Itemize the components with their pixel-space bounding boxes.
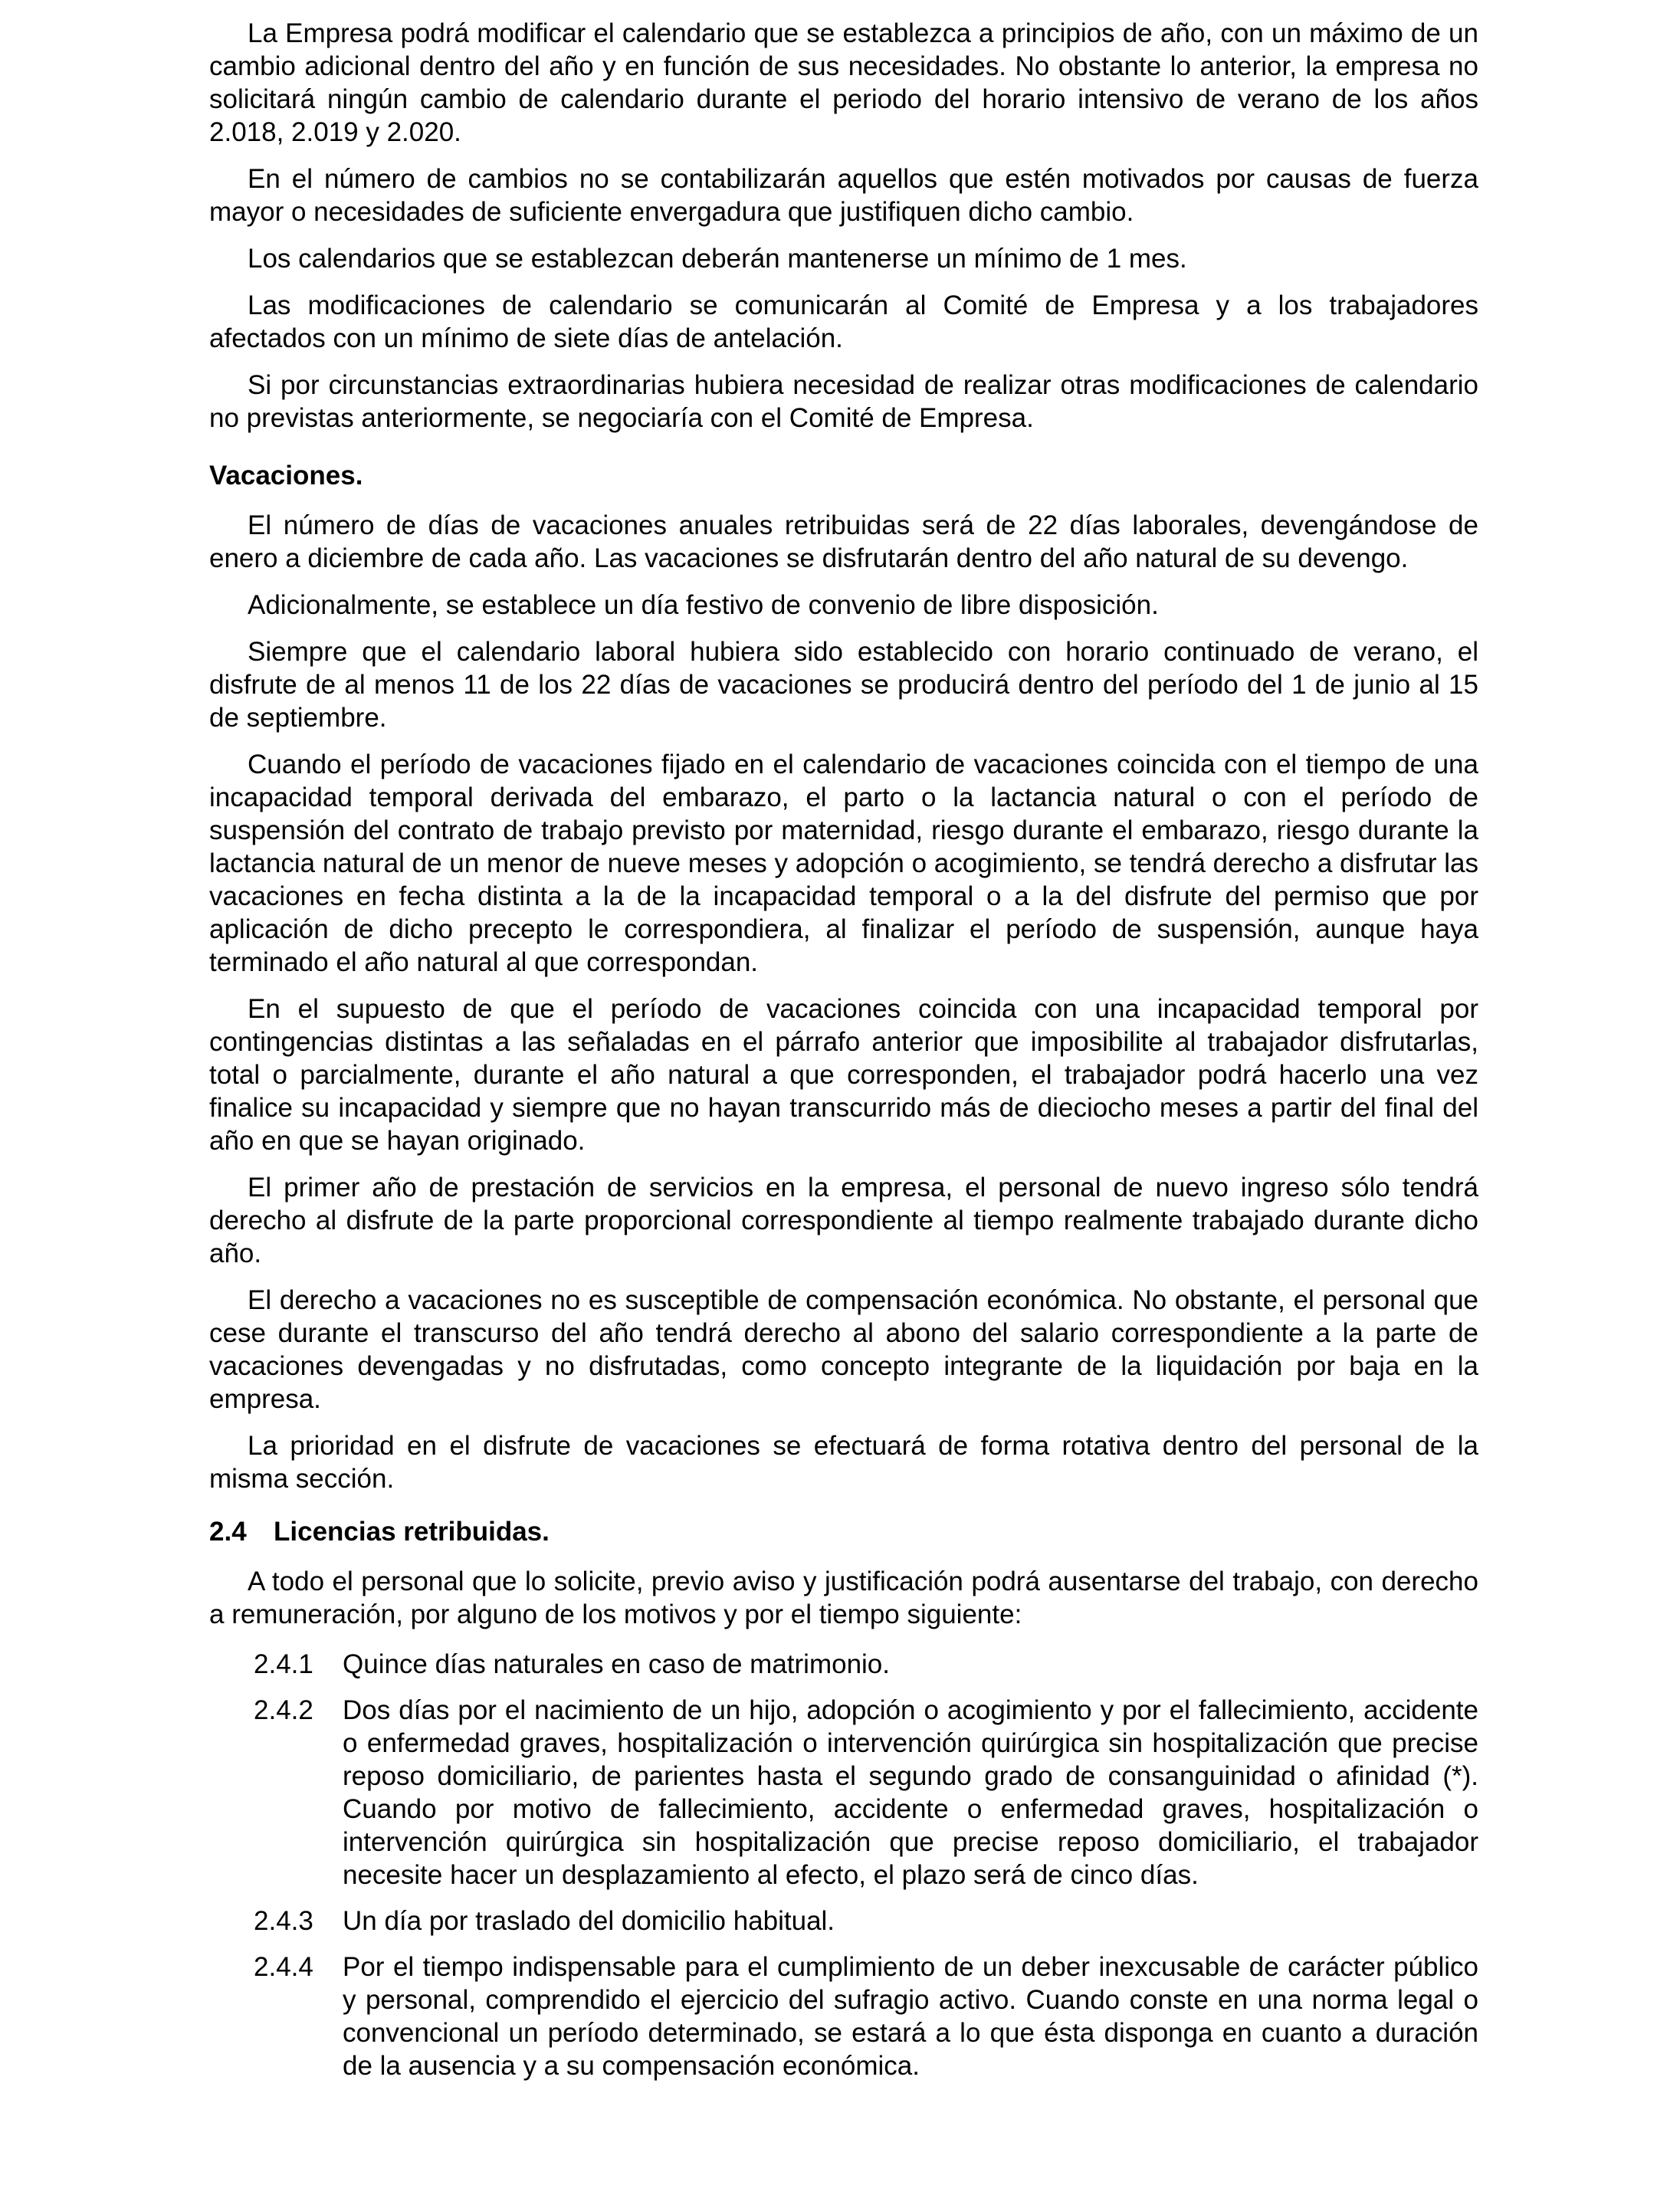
paragraph-calendar-minimum: Los calendarios que se establezcan deberán mantenerse un mínimo de 1 mes. — [248, 244, 1187, 274]
item-text: Dos días por el nacimiento de un hijo, adopción o acogimiento y por el fallecimiento, accidente o enfermedad graves, hospitalización o intervención quirúrgica sin hospitalización que precise reposo domiciliario, de parientes hasta el segundo grado de consanguinidad o afinidad (*). Cuando por motivo de fallecimiento, accidente o enfermedad graves, hospitalización o intervención quirúrgica sin hospitalización que precise reposo domiciliario, el trabajador necesite hacer un desplazamiento al efecto, el plazo será de cinco días. — [343, 1695, 1478, 1890]
list-item — [209, 1694, 1478, 1892]
paragraph-temporary-incapacity: En el supuesto de que el período de vacaciones coincida con una incapacidad temporal por contingencias distintas a las señaladas en el párrafo anterior que imposibilite al trabajador disfrutarlas, total o parcialmente, durante el año natural a que corresponden, el trabajador podrá hacerlo una vez finalice su incapacidad y siempre que no hayan transcurrido más de dieciocho meses a partir del final del año en que se hayan originado. — [209, 994, 1478, 1156]
section-number: 2.4 — [209, 1517, 247, 1547]
paragraph-first-year: El primer año de prestación de servicios en la empresa, el personal de nuevo ingreso sólo tendrá derecho al disfrute de la parte proporcional correspondiente al tiempo realmente trabajado durante dicho año. — [209, 1173, 1478, 1268]
item-number: 2.4.2 — [254, 1695, 313, 1725]
item-text: Un día por traslado del domicilio habitual. — [343, 1906, 835, 1936]
paragraph-calendar-notice: Las modificaciones de calendario se comunicarán al Comité de Empresa y a los trabajadores afectados con un mínimo de siete días de antelación. — [209, 290, 1478, 353]
paragraph-vacation-days: El número de días de vacaciones anuales retribuidas será de 22 días laborales, devengándose de enero a diciembre de cada año. Las vacaciones se disfrutarán dentro del año natural de su devengo. — [209, 510, 1478, 573]
paragraph-rotation-priority: La prioridad en el disfrute de vacaciones se efectuará de forma rotativa dentro del personal de la misma sección. — [209, 1431, 1478, 1494]
paragraph-calendar-modification: La Empresa podrá modificar el calendario que se establezca a principios de año, con un máximo de un cambio adicional dentro del año y en función de sus necesidades. No obstante lo anterior, la empresa no solicitará ningún cambio de calendario durante el periodo del horario intensivo de verano de los años 2.018, 2.019 y 2.020. — [209, 18, 1478, 147]
paragraph-maternity-overlap: Cuando el período de vacaciones fijado en el calendario de vacaciones coincida con el tiempo de una incapacidad temporal derivada del embarazo, el parto o la lactancia natural o con el período de suspensión del contrato de trabajo previsto por maternidad, riesgo durante el embarazo, riesgo durante la lactancia natural de un menor de nueve meses y adopción o acogimiento, se tendrá derecho a disfrutar las vacaciones en fecha distinta a la de la incapacidad temporal o a la del disfrute del permiso que por aplicación de dicho precepto le correspondiera, al finalizar el período de suspensión, aunque haya terminado el año natural al que correspondan. — [209, 750, 1478, 977]
item-number: 2.4.3 — [254, 1906, 313, 1936]
item-text: Por el tiempo indispensable para el cumplimiento de un deber inexcusable de carácter público y personal, comprendido el ejercicio del sufragio activo. Cuando conste en una norma legal o convencional un período determinado, se estará a lo que ésta disponga en cuanto a duración de la ausencia y a su compensación económica. — [343, 1952, 1478, 2081]
paragraph-licencias-intro: A todo el personal que lo solicite, previo aviso y justificación podrá ausentarse del trabajo, con derecho a remuneración, por alguno de los motivos y por el tiempo siguiente: — [209, 1567, 1478, 1629]
paragraph-extraordinary-changes: Si por circunstancias extraordinarias hubiera necesidad de realizar otras modificaciones de calendario no previstas anteriormente, se negociaría con el Comité de Empresa. — [209, 370, 1478, 433]
section-title: Licencias retribuidas. — [274, 1517, 550, 1547]
paragraph-free-day: Adicionalmente, se establece un día festivo de convenio de libre disposición. — [248, 590, 1159, 620]
section-heading-vacaciones: Vacaciones. — [209, 461, 363, 491]
paragraph-change-count: En el número de cambios no se contabilizarán aquellos que estén motivados por causas de fuerza mayor o necesidades de suficiente envergadura que justifiquen dicho cambio. — [209, 164, 1478, 227]
item-text: Quince días naturales en caso de matrimonio. — [343, 1649, 890, 1679]
item-number: 2.4.1 — [254, 1649, 313, 1679]
item-number: 2.4.4 — [254, 1952, 313, 1982]
list-item — [209, 1951, 1478, 2082]
paragraph-summer-schedule: Siempre que el calendario laboral hubiera sido establecido con horario continuado de verano, el disfrute de al menos 11 de los 22 días de vacaciones se producirá dentro del período del 1 de junio al 15 de septiembre. — [209, 637, 1478, 733]
list-item — [209, 1905, 1478, 1937]
list-item — [209, 1648, 1478, 1681]
section-heading-licencias — [209, 1515, 1478, 1548]
paragraph-no-compensation: El derecho a vacaciones no es susceptible de compensación económica. No obstante, el personal que cese durante el transcurso del año tendrá derecho al abono del salario correspondiente a la parte de vacaciones devengadas y no disfrutadas, como concepto integrante de la liquidación por baja en la empresa. — [209, 1285, 1478, 1414]
